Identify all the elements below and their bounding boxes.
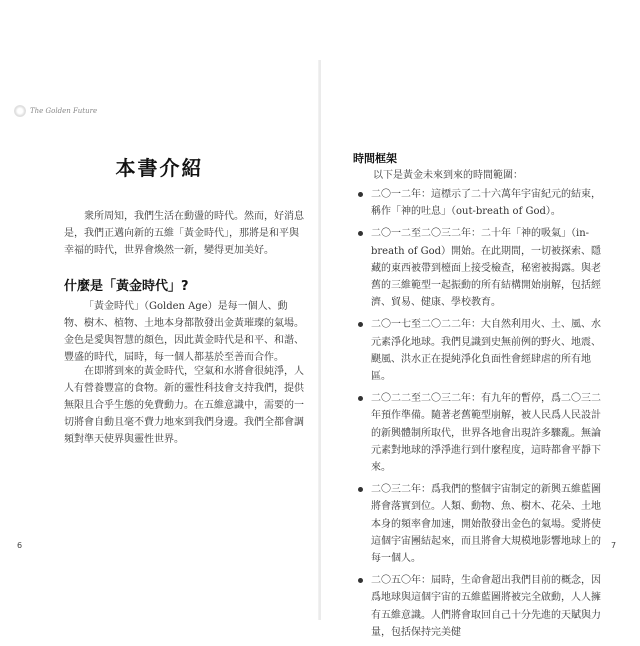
timeline-item-text: 二〇二二至二〇三二年：有九年的暫停，爲二〇三二年預作準備。隨著老舊範型崩解，被人民爲人民設計的新興體制所取代，世界各地會出現許多驟亂。無論元素對地球的淨淨進行到什麼程度，這時都會平靜下來。 <box>371 393 601 474</box>
timeline-item-text: 二〇一二至二〇三二年：二十年「神的吸氣」（in-breath of God）開始。在此期間，一切被探索、隱藏的東西被帶到檯面上接受檢查，秘密被揭露。與老舊的三維範型一起振動的所有結構開始崩解，包括經濟、貿易、健康、學校教育。 <box>371 228 602 309</box>
timeline-item-2032 <box>356 481 604 567</box>
bullet-icon <box>358 396 363 401</box>
paragraph-golden-age-definition: 「黃金時代」（Golden Age）是每一個人、動物、樹木、植物、土地本身都散發出金黃璀璨的氣場。金色是愛與智慧的顏色，因此黃金時代是和平、和諧、豐盛的時代，屆時，每一個人都基於至善而合作。 <box>64 301 304 363</box>
bullet-icon <box>358 322 363 327</box>
chapter-title: 本書介紹 <box>115 156 204 180</box>
timeline-item-text: 二〇三二年：爲我們的整個宇宙制定的新興五維藍圖將會落實到位。人類、動物、魚、樹木、花朵、土地本身的頻率會加速，開始散發出金色的氣場。愛將使這個宇宙團結起來，而且將會大規模地影響地球上的每一個人。 <box>371 484 601 565</box>
timeline-item-2012 <box>356 186 604 220</box>
timeline-item-text: 二〇一七至二〇二二年：大自然利用火、土、風、水元素淨化地球。我們見識到史無前例的野火、地震、颶風、洪水正在提純淨化負面性會經肆虐的所有地區。 <box>371 319 601 383</box>
sun-logo-icon <box>14 105 26 117</box>
subheading-golden-age: 什麼是「黃金時代」? <box>64 279 189 294</box>
timeline-item-text: 二〇一二年：這標示了二十六萬年宇宙紀元的結束，稱作「神的吐息」（out-breath of God）。 <box>371 189 601 218</box>
bullet-icon <box>358 487 363 492</box>
timeline-list <box>356 186 604 646</box>
paragraph-coming-golden-age: 在即將到來的黃金時代，空氣和水將會很純淨，人人有營養豐富的食物。新的靈性科技會支持我們，提供無限且合乎生態的免費動力。在五維意識中，需要的一切將會自動且毫不費力地來到我們身邊。我們全都會調頻對準天使界與靈性世界。 <box>64 366 304 445</box>
timeline-item-2012-2032 <box>356 225 604 311</box>
page-number-left: 6 <box>17 541 23 550</box>
timeline-item-2050 <box>356 572 604 641</box>
running-head-text: The Golden Future <box>30 107 98 115</box>
bullet-icon <box>358 192 363 197</box>
running-head <box>14 105 97 117</box>
page-number-right: 7 <box>611 541 617 550</box>
timeline-item-text: 二〇五〇年：屆時，生命會超出我們目前的概念，因爲地球與這個宇宙的五維藍圖將被完全啟動，人人擁有五維意識。人們將會取回自己十分先進的天賦與力量，包括保持完美健 <box>371 575 601 638</box>
left-page <box>0 0 319 640</box>
timeline-intro: 以下是黃金未來到來的時間範圍： <box>373 170 523 181</box>
timeline-item-2017-2022 <box>356 316 604 385</box>
timeline-heading: 時間框架 <box>353 152 397 165</box>
bullet-icon <box>358 231 363 236</box>
bullet-icon <box>358 578 363 583</box>
intro-paragraph: 衆所周知，我們生活在動盪的時代。然而，好消息是，我們正邁向新的五維「黃金時代」，那將是和平與幸福的時代，世界會煥然一新，變得更加美好。 <box>64 211 304 256</box>
timeline-item-2022-2032 <box>356 390 604 476</box>
